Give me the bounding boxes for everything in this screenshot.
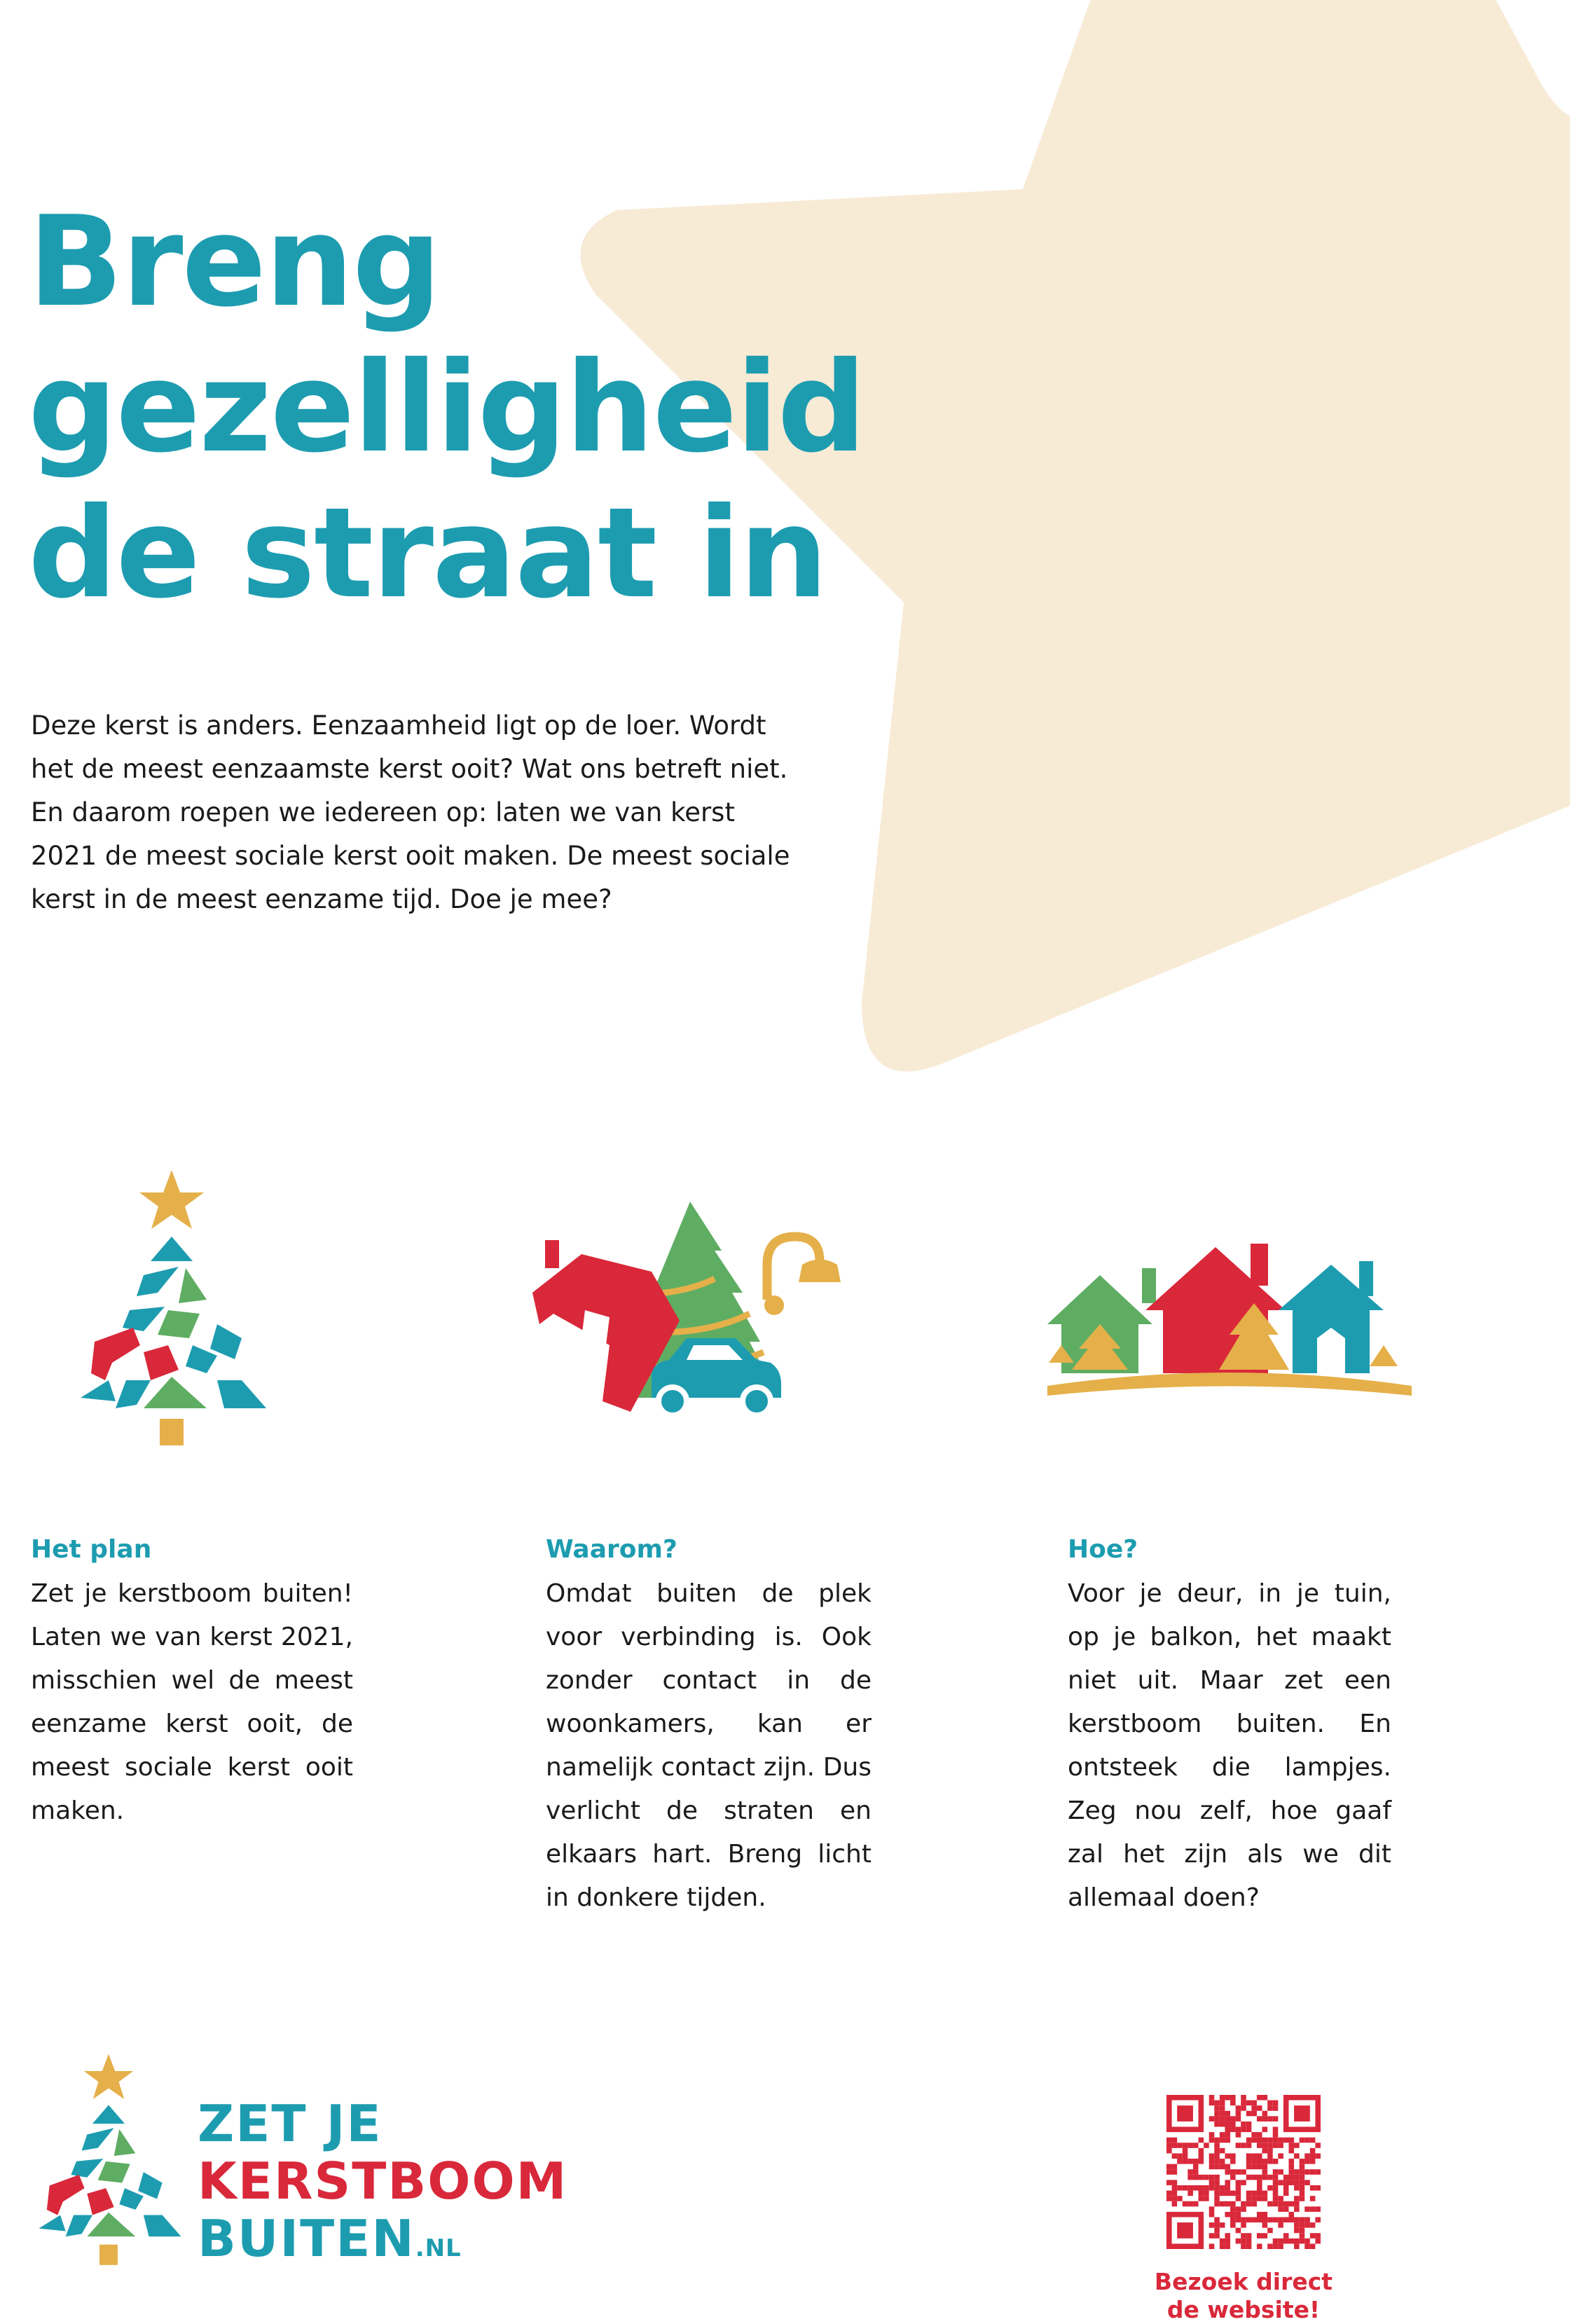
qr-code[interactable] [1166, 2095, 1321, 2249]
headline-line-2: gezelligheid [28, 335, 865, 480]
intro-line-1: Deze kerst is anders. Eenzaamheid ligt op de loer. Wordt [31, 710, 766, 741]
intro-paragraph [31, 704, 801, 921]
logo-wordmark [198, 2095, 567, 2277]
logo-line-3 [198, 2210, 567, 2277]
column-waarom [546, 1532, 872, 1920]
headline-line-1: Breng [28, 189, 441, 334]
column-heading: Het plan [31, 1535, 152, 1564]
headline-line-3: de straat in [28, 481, 827, 626]
logo-line-1: ZET JE [198, 2094, 383, 2153]
intro-line-3: En daarom roepen we iedereen op: laten we van kerst [31, 797, 735, 827]
column-text: Omdat buiten de plek voor verbinding is. Ook zonder contact in de woonkamers, kan er namelijk contact zijn. Dus verlicht de straten en elkaars hart. Breng licht in donkere tijden. [546, 1579, 872, 1912]
column-het-plan [31, 1532, 353, 1833]
logo-tree-icon [28, 2046, 189, 2288]
logo-line-3-text: BUITEN [198, 2209, 415, 2268]
village-houses-icon [1047, 1233, 1412, 1401]
qr-caption-line-1: Bezoek direct [1154, 2268, 1333, 2295]
christmas-tree-icon [67, 1170, 277, 1464]
column-text: Voor je deur, in je tuin, op je balkon, het maakt niet uit. Maar zet een kerstboom buiten. En ontsteek die lampjes. Zeg nou zelf, hoe gaaf zal het zijn als we dit allemaal doen? [1068, 1579, 1391, 1912]
column-text: Zet je kerstboom buiten! Laten we van kerst 2021, misschien wel de meest eenzame kerst ooit, de meest sociale kerst ooit maken. [31, 1579, 353, 1825]
logo-suffix: .NL [415, 2234, 462, 2262]
column-heading: Waarom? [546, 1535, 677, 1564]
intro-line-2: het de meest eenzaamste kerst ooit? Wat ons betreft niet. [31, 754, 788, 784]
column-heading: Hoe? [1068, 1535, 1138, 1564]
intro-line-4: 2021 de meest sociale kerst ooit maken. De meest sociale [31, 841, 790, 871]
qr-caption [1121, 2268, 1366, 2324]
column-hoe [1068, 1532, 1391, 1920]
logo-line-2: KERSTBOOM [198, 2152, 568, 2210]
qr-caption-line-2: de website! [1166, 2296, 1321, 2323]
page-headline [28, 189, 865, 626]
intro-line-5: kerst in de meest eenzame tijd. Doe je mee? [31, 884, 612, 914]
house-tree-car-icon [518, 1195, 869, 1440]
